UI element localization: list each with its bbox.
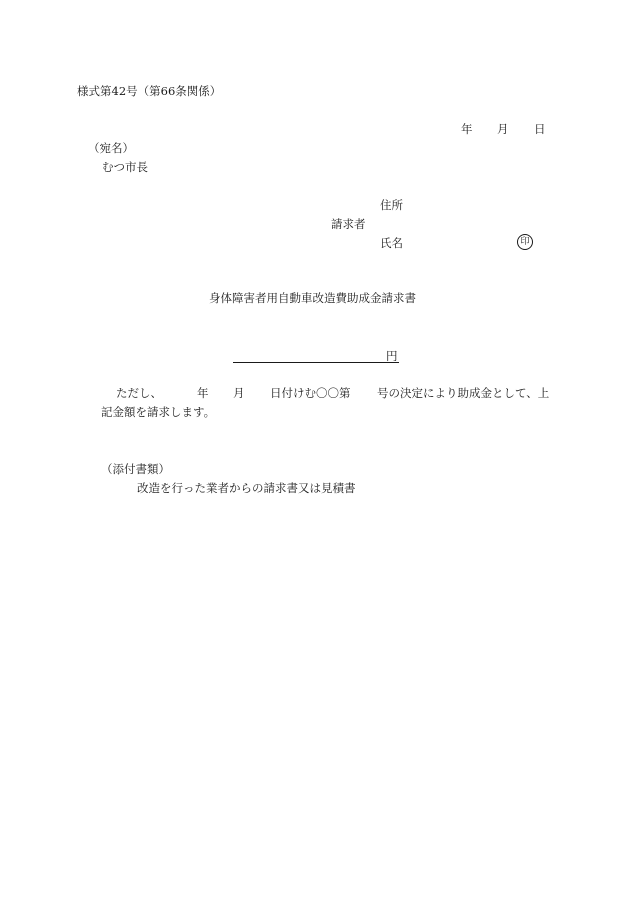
form-number: 様式第42号（第66条関係） bbox=[77, 84, 222, 98]
attachment-item: 改造を行った業者からの請求書又は見積書 bbox=[137, 481, 356, 495]
addressee-name: むつ市長 bbox=[102, 160, 148, 174]
addressee-label: （宛名） bbox=[88, 141, 134, 155]
amount-underline bbox=[233, 362, 399, 363]
date-year-label: 年 bbox=[461, 122, 473, 136]
body-tadashi: ただし、 bbox=[116, 386, 162, 400]
seal-mark: 印 bbox=[517, 234, 533, 250]
amount-unit: 円 bbox=[386, 349, 398, 363]
date-month-label: 月 bbox=[497, 122, 509, 136]
name-label: 氏名 bbox=[380, 236, 403, 250]
date-day-label: 日 bbox=[534, 122, 546, 136]
body-month-label: 月 bbox=[233, 386, 245, 400]
attachments-label: （添付書類） bbox=[101, 462, 170, 476]
body-line-2: 記金額を請求します。 bbox=[101, 405, 216, 419]
body-reference: 日付けむ〇〇第 bbox=[270, 386, 351, 400]
body-year-label: 年 bbox=[197, 386, 209, 400]
claimant-label: 請求者 bbox=[331, 217, 366, 231]
document-title: 身体障害者用自動車改造費助成金請求書 bbox=[209, 291, 416, 305]
body-decision: 号の決定により助成金として、上 bbox=[377, 386, 550, 400]
address-label: 住所 bbox=[380, 198, 403, 212]
